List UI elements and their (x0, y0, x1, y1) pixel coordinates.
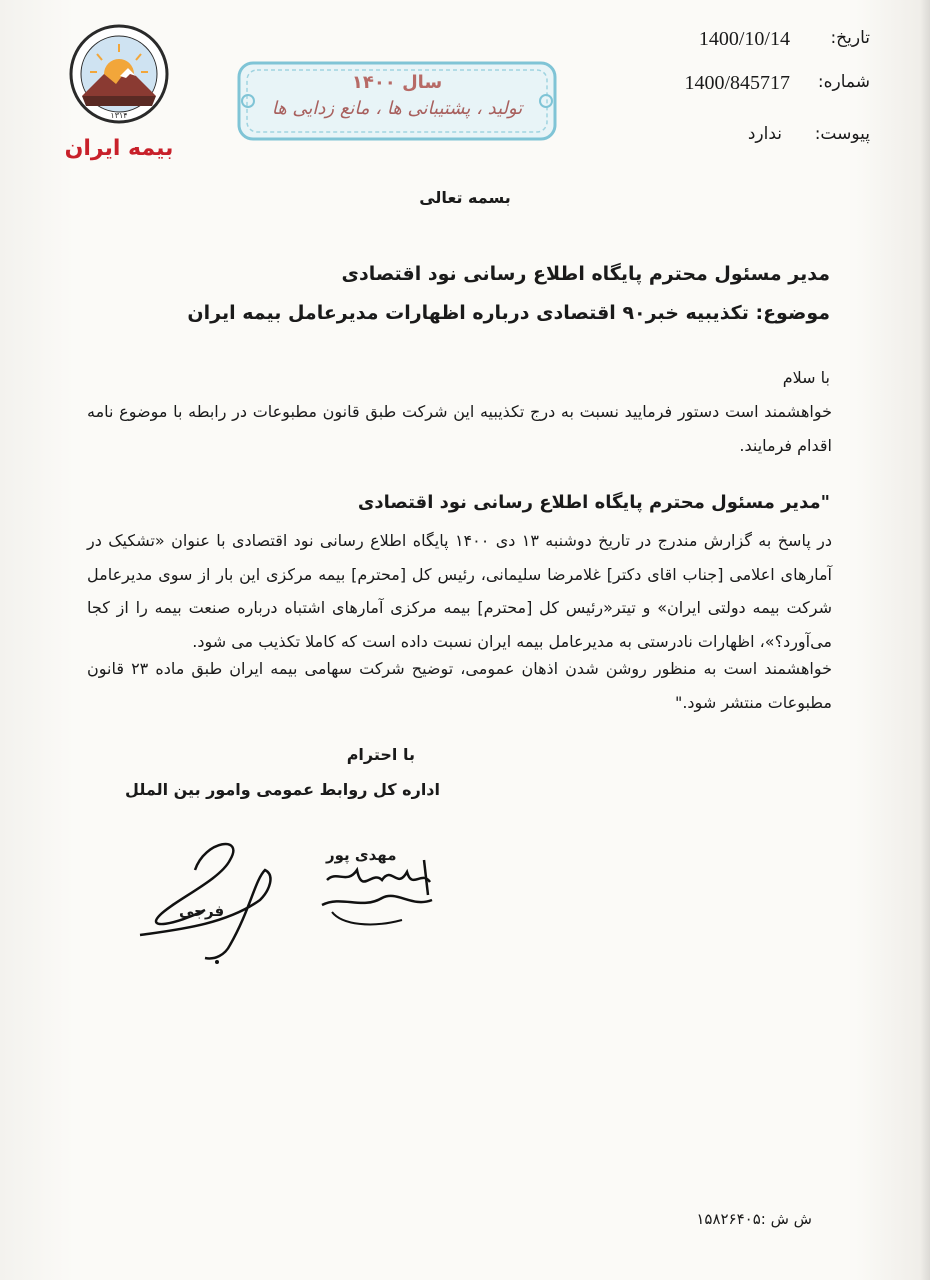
footer-reference: ش ش :۱۵۸۲۶۴۰۵ (696, 1210, 812, 1228)
signature-left-name: فرجی (179, 902, 225, 920)
number-value: 1400/845717 (684, 72, 790, 94)
attachment-value: ندارد (747, 124, 782, 144)
date-field (640, 28, 870, 58)
logo-wordmark: بیمه ایران (64, 136, 174, 161)
attachment-field (640, 124, 870, 154)
svg-text:۱۳۱۴: ۱۳۱۴ (110, 111, 128, 120)
subject-line: موضوع: تکذیبیه خبر۹۰ اقتصادی درباره اظهارات مدیرعامل بیمه ایران (187, 302, 830, 324)
bime-iran-logo (64, 24, 174, 161)
greeting: با سلام (782, 368, 830, 387)
mountain-sun-emblem-icon (64, 24, 174, 134)
signatory-office: اداره کل روابط عمومی وامور بین الملل (125, 780, 440, 799)
number-field (640, 72, 870, 102)
slogan-year: سال ۱۴۰۰ (351, 72, 443, 93)
intro-paragraph: خواهشمند است دستور فرمایید نسبت به درج تکذیبیه این شرکت طبق قانون مطبوعات در رابطه با موضوع نامه اقدام فرمایند. (87, 402, 832, 455)
signature-right-name: مهدی پور (326, 846, 397, 864)
attachment-label: پیوست: (814, 124, 870, 144)
quote-body-paragraph: در پاسخ به گزارش مندرج در تاریخ دوشنبه ۱۳ دی ۱۴۰۰ پایگاه اطلاع رسانی نود اقتصادی با عنوان «تشکیک در آمارهای اعلامی [جناب اقای دکتر] غلامرضا سلیمانی، رئیس کل [محترم] بیمه مرکزی این بار از سوی مدیرعامل شرکت بیمه دولتی ایران» و تیتر«رئیس کل [محترم] بیمه مرکزی آمارهای اشتباه درباره صنعت بیمه را از کجا می‌آورد؟»، اظهارات نادرستی به مدیرعامل بیمه ایران نسبت داده است که کاملا تکذیب می شود. (87, 531, 832, 651)
date-label: تاریخ: (830, 28, 870, 48)
quote-request-paragraph: خواهشمند است به منظور روشن شدن اذهان عمومی، توضیح شرکت سهامی بیمه ایران طبق ماده ۲۳ قانون مطبوعات منتشر شود." (87, 659, 832, 712)
quote-recipient: "مدیر مسئول محترم پایگاه اطلاع رسانی نود اقتصادی (357, 492, 830, 513)
recipient-line: مدیر مسئول محترم پایگاه اطلاع رسانی نود اقتصادی (341, 263, 830, 285)
regards-line: با احترام (346, 745, 415, 764)
handwritten-signature-left (135, 830, 285, 970)
slogan-text: تولید ، پشتیبانی ها ، مانع زدایی ها (271, 98, 523, 119)
bismillah-heading: بسمه تعالی (419, 188, 511, 207)
signature-mahdipour (312, 840, 442, 940)
year-slogan-stamp (236, 60, 558, 142)
number-label: شماره: (817, 72, 870, 92)
date-value: 1400/10/14 (698, 28, 790, 50)
signature-farajī (135, 830, 285, 970)
